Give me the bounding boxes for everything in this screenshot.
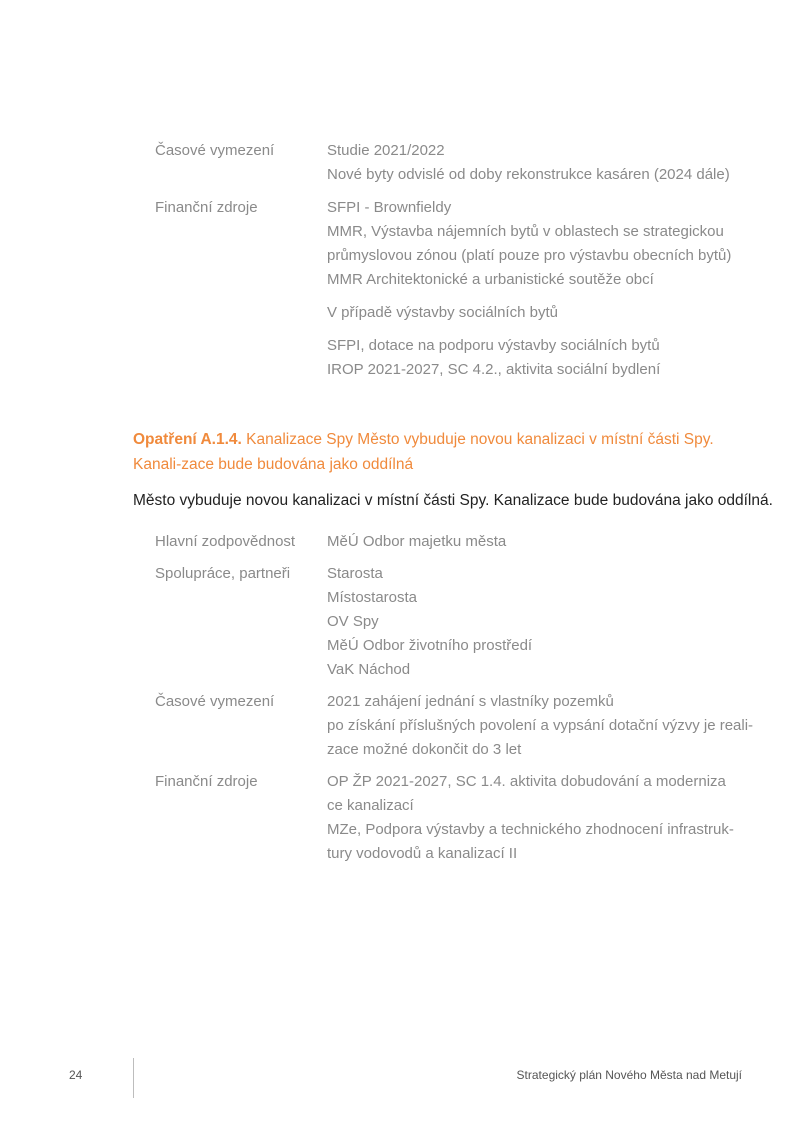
text-line: MMR Architektonické a urbanistické soutěže obcí [327,271,654,288]
time-value [327,139,752,187]
text-line: OP ŽP 2021-2027, SC 1.4. aktivita dobudování a moderniza [327,773,726,790]
partner-item: Místostarosta [327,589,418,606]
responsibility-label: Hlavní zodpovědnost [155,533,296,550]
responsibility-value: MěÚ Odbor majetku města [327,533,507,550]
time-label: Časové vymezení [155,142,275,159]
text-line: tury vodovodů a kanalizací II [327,845,518,862]
finance-value [327,770,752,866]
partner-item: Starosta [327,565,383,582]
text-line: IROP 2021-2027, SC 4.2., aktivita sociální bydlení [327,361,661,378]
footer-divider [133,1058,134,1098]
measure-title: Kanalizace Spy Město vybuduje novou kanalizaci v místní části Spy. Kanali-zace bude budována jako oddílná [133,431,714,473]
text-line: po získání příslušných povolení a vypsání dotační výzvy je reali- [327,717,754,734]
finance-label: Finanční zdroje [155,199,258,216]
partner-item: VaK Náchod [327,661,411,678]
text-line: zace možné dokončit do 3 let [327,741,522,758]
partners-value [327,562,752,682]
text-line: ce kanalizací [327,797,414,814]
text-line: Nové byty odvislé od doby rekonstrukce kasáren (2024 dále) [327,166,730,183]
measure-code: Opatření A.1.4. [133,431,242,448]
text-line: MMR, Výstavba nájemních bytů v oblastech se strategickou [327,223,724,240]
page-number: 24 [69,1068,83,1082]
measure-heading [133,427,748,477]
time-label: Časové vymezení [155,693,275,710]
text-line: SFPI, dotace na podporu výstavby sociálních bytů [327,337,660,354]
time-value [327,690,752,762]
text-line: Studie 2021/2022 [327,142,445,159]
text-line: SFPI - Brownfieldy [327,199,452,216]
partner-item: MěÚ Odbor životního prostředí [327,637,533,654]
finance-label: Finanční zdroje [155,773,258,790]
finance-value [327,196,752,382]
text-line: 2021 zahájení jednání s vlastníky pozemků [327,693,614,710]
partners-label: Spolupráce, partneři [155,565,291,582]
text-line: V případě výstavby sociálních bytů [327,304,558,321]
text-line: MZe, Podpora výstavby a technického zhodnocení infrastruk- [327,821,734,838]
measure-lead: Město vybuduje novou kanalizaci v místní části Spy. Kanalizace bude budována jako oddílná. [133,492,773,509]
text-line: průmyslovou zónou (platí pouze pro výstavbu obecních bytů) [327,247,732,264]
partner-item: OV Spy [327,613,379,630]
footer-title: Strategický plán Nového Města nad Metují [516,1068,742,1082]
